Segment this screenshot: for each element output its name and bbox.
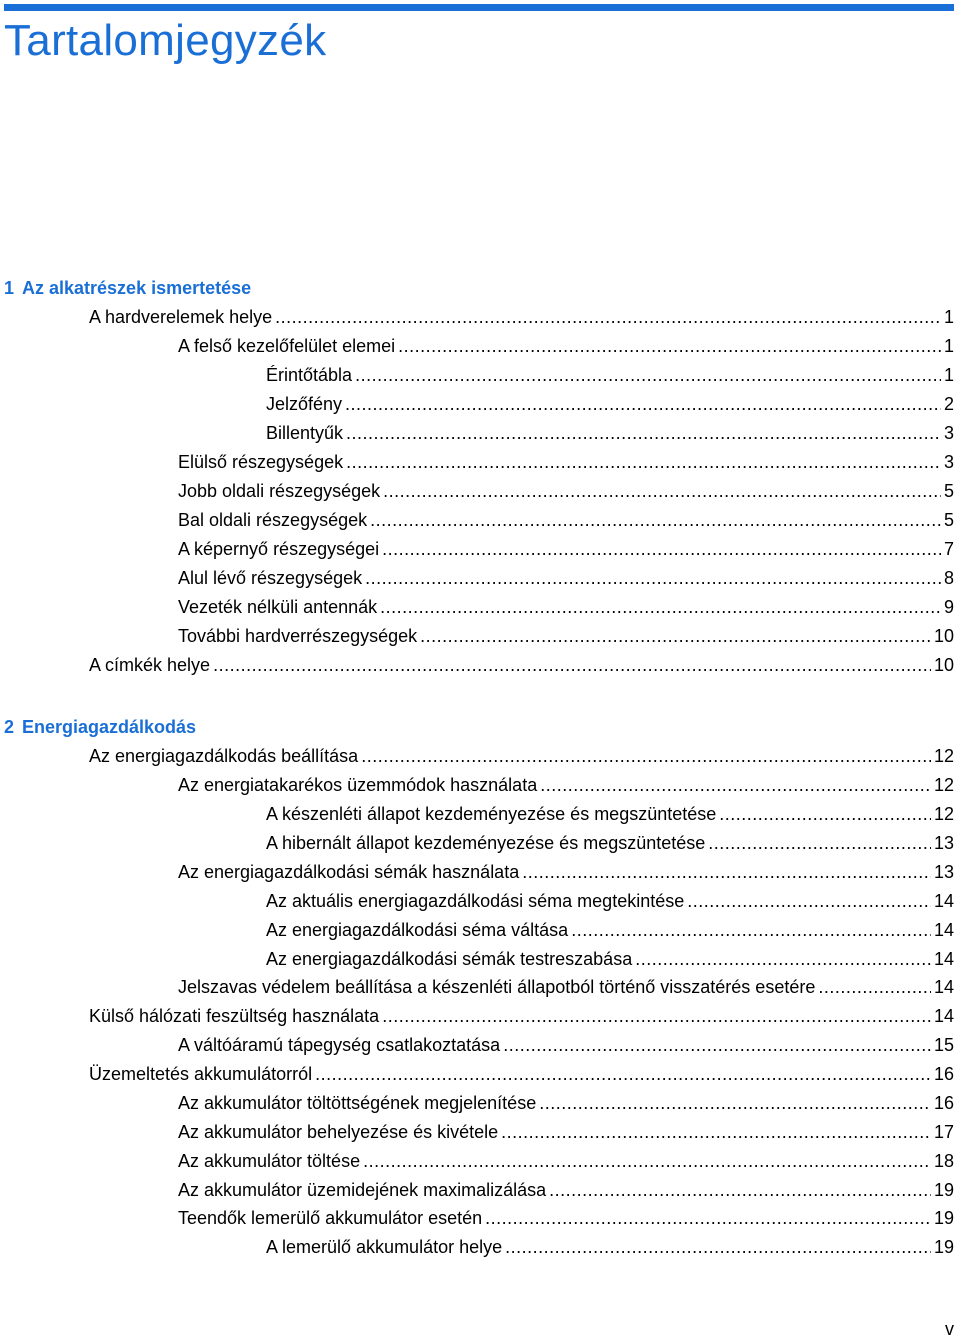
- toc-entry-page: 15: [933, 1035, 954, 1055]
- toc-entry-label: Az energiatakarékos üzemmódok használata: [178, 775, 538, 795]
- chapter-title: Az alkatrészek ismertetése: [22, 278, 252, 298]
- toc-entry[interactable]: [89, 1063, 954, 1085]
- toc-entry-page: 14: [933, 920, 954, 940]
- toc-entry-page: 16: [933, 1093, 954, 1113]
- dot-leader: [687, 890, 931, 912]
- toc-entry-label: Érintőtábla: [266, 365, 353, 385]
- toc-entry[interactable]: [266, 803, 954, 825]
- dot-leader: [485, 1207, 931, 1229]
- dot-leader: [522, 861, 931, 883]
- toc-entry-page: 18: [933, 1151, 954, 1171]
- toc-entry-label: A váltóáramú tápegység csatlakoztatása: [178, 1035, 501, 1055]
- toc-entry-page: 12: [933, 804, 954, 824]
- toc-entry-page: 13: [933, 833, 954, 853]
- dot-leader: [540, 774, 931, 796]
- toc-entry[interactable]: [89, 306, 954, 328]
- dot-leader: [345, 393, 941, 415]
- toc-entry[interactable]: [178, 335, 954, 357]
- toc-entry-page: 14: [933, 977, 954, 997]
- toc-entry-page: 14: [933, 1006, 954, 1026]
- toc-entry-page: 5: [943, 510, 954, 530]
- toc-entry-label: Az akkumulátor töltöttségének megjelenítése: [178, 1093, 537, 1113]
- toc-entry[interactable]: [178, 596, 954, 618]
- chapter-heading-2[interactable]: [4, 716, 196, 738]
- toc-entry[interactable]: [178, 625, 954, 647]
- toc-entry-page: 10: [933, 655, 954, 675]
- toc-entry[interactable]: [89, 654, 954, 676]
- toc-entry-label: Jobb oldali részegységek: [178, 481, 381, 501]
- dot-leader: [315, 1063, 931, 1085]
- toc-entry-label: Az energiagazdálkodási séma váltása: [266, 920, 569, 940]
- toc-entry-label: Az energiagazdálkodási sémák használata: [178, 862, 520, 882]
- dot-leader: [355, 364, 941, 386]
- toc-entry-page: 1: [943, 336, 954, 356]
- toc-entry-page: 1: [943, 307, 954, 327]
- dot-leader: [370, 509, 941, 531]
- toc-entry-label: A hibernált állapot kezdeményezése és megszüntetése: [266, 833, 706, 853]
- toc-entry-label: A felső kezelőfelület elemei: [178, 336, 396, 356]
- toc-entry-page: 9: [943, 597, 954, 617]
- dot-leader: [719, 803, 931, 825]
- toc-entry[interactable]: [89, 745, 954, 767]
- toc-entry-page: 12: [933, 746, 954, 766]
- toc-entry[interactable]: [178, 538, 954, 560]
- page-number: v: [945, 1319, 954, 1339]
- toc-entry-label: Az akkumulátor üzemidejének maximalizálása: [178, 1180, 547, 1200]
- toc-entry-label: Az energiagazdálkodási sémák testreszabása: [266, 949, 633, 969]
- toc-entry[interactable]: [178, 1179, 954, 1201]
- dot-leader: [380, 596, 941, 618]
- toc-entry-page: 8: [943, 568, 954, 588]
- chapter-title: Energiagazdálkodás: [22, 717, 197, 737]
- toc-entry-page: 5: [943, 481, 954, 501]
- dot-leader: [571, 919, 931, 941]
- header-rule: [4, 4, 954, 11]
- toc-entry[interactable]: [178, 509, 954, 531]
- toc-entry[interactable]: [178, 1092, 954, 1114]
- toc-entry[interactable]: [178, 1150, 954, 1172]
- toc-entry-label: Külső hálózati feszültség használata: [89, 1006, 380, 1026]
- toc-entry-label: Billentyűk: [266, 423, 344, 443]
- dot-leader: [382, 538, 941, 560]
- toc-entry-page: 16: [933, 1064, 954, 1084]
- toc-entry[interactable]: [266, 422, 954, 444]
- toc-entry-label: A hardverelemek helye: [89, 307, 273, 327]
- dot-leader: [346, 451, 941, 473]
- toc-entry[interactable]: [178, 567, 954, 589]
- toc-entry[interactable]: [266, 832, 954, 854]
- toc-entry-page: 1: [943, 365, 954, 385]
- toc-entry-label: A címkék helye: [89, 655, 211, 675]
- dot-leader: [505, 1236, 931, 1258]
- toc-entry-page: 12: [933, 775, 954, 795]
- dot-leader: [382, 1005, 931, 1027]
- dot-leader: [818, 976, 931, 998]
- toc-entry-label: A képernyő részegységei: [178, 539, 380, 559]
- dot-leader: [420, 625, 931, 647]
- toc-entry-label: Az akkumulátor behelyezése és kivétele: [178, 1122, 499, 1142]
- toc-entry-label: Alul lévő részegységek: [178, 568, 363, 588]
- toc-entry[interactable]: [266, 919, 954, 941]
- dot-leader: [361, 745, 931, 767]
- toc-entry-label: Jelszavas védelem beállítása a készenléti állapotból történő visszatérés esetére: [178, 977, 816, 997]
- toc-entry[interactable]: [178, 861, 954, 883]
- dot-leader: [549, 1179, 931, 1201]
- toc-entry[interactable]: [266, 364, 954, 386]
- toc-entry-page: 19: [933, 1180, 954, 1200]
- toc-entry-page: 17: [933, 1122, 954, 1142]
- toc-entry-label: Bal oldali részegységek: [178, 510, 368, 530]
- toc-entry-page: 14: [933, 949, 954, 969]
- toc-entry[interactable]: [178, 774, 954, 796]
- toc-entry-page: 3: [943, 423, 954, 443]
- dot-leader: [213, 654, 931, 676]
- toc-entry-label: A készenléti állapot kezdeményezése és megszüntetése: [266, 804, 717, 824]
- toc-entry-label: Az akkumulátor töltése: [178, 1151, 361, 1171]
- dot-leader: [398, 335, 941, 357]
- chapter-number: 2: [4, 717, 15, 737]
- toc-entry-label: Elülső részegységek: [178, 452, 344, 472]
- toc-entry-page: 7: [943, 539, 954, 559]
- toc-entry-label: A lemerülő akkumulátor helye: [266, 1237, 503, 1257]
- toc-entry[interactable]: [178, 976, 954, 998]
- toc-entry[interactable]: [178, 1034, 954, 1056]
- dot-leader: [708, 832, 931, 854]
- dot-leader: [365, 567, 941, 589]
- toc-entry-page: 3: [943, 452, 954, 472]
- toc-entry-page: 10: [933, 626, 954, 646]
- toc-entry[interactable]: [89, 1005, 954, 1027]
- dot-leader: [635, 948, 931, 970]
- dot-leader: [383, 480, 941, 502]
- dot-leader: [275, 306, 941, 328]
- toc-entry-label: Üzemeltetés akkumulátorról: [89, 1064, 313, 1084]
- toc-entry[interactable]: [266, 948, 954, 970]
- toc-entry-label: Az energiagazdálkodás beállítása: [89, 746, 359, 766]
- page-title: Tartalomjegyzék: [4, 16, 327, 65]
- toc-entry-page: 13: [933, 862, 954, 882]
- chapter-heading-1[interactable]: [4, 277, 251, 299]
- toc-entry-page: 19: [933, 1237, 954, 1257]
- dot-leader: [363, 1150, 931, 1172]
- toc-entry[interactable]: [178, 1121, 954, 1143]
- toc-entry[interactable]: [178, 1207, 954, 1229]
- dot-leader: [539, 1092, 931, 1114]
- toc-entry-page: 14: [933, 891, 954, 911]
- chapter-number: 1: [4, 278, 15, 298]
- toc-entry-label: Az aktuális energiagazdálkodási séma megtekintése: [266, 891, 685, 911]
- toc-entry-page: 2: [943, 394, 954, 414]
- toc-entry[interactable]: [266, 1236, 954, 1258]
- dot-leader: [501, 1121, 931, 1143]
- toc-entry-label: További hardverrészegységek: [178, 626, 418, 646]
- toc-entry-label: Jelzőfény: [266, 394, 343, 414]
- toc-entry-label: Vezeték nélküli antennák: [178, 597, 378, 617]
- toc-entry-page: 19: [933, 1208, 954, 1228]
- dot-leader: [346, 422, 941, 444]
- toc-entry-label: Teendők lemerülő akkumulátor esetén: [178, 1208, 483, 1228]
- toc-entry[interactable]: [266, 393, 954, 415]
- toc-entry[interactable]: [266, 890, 954, 912]
- toc-entry[interactable]: [178, 451, 954, 473]
- toc-entry[interactable]: [178, 480, 954, 502]
- dot-leader: [503, 1034, 931, 1056]
